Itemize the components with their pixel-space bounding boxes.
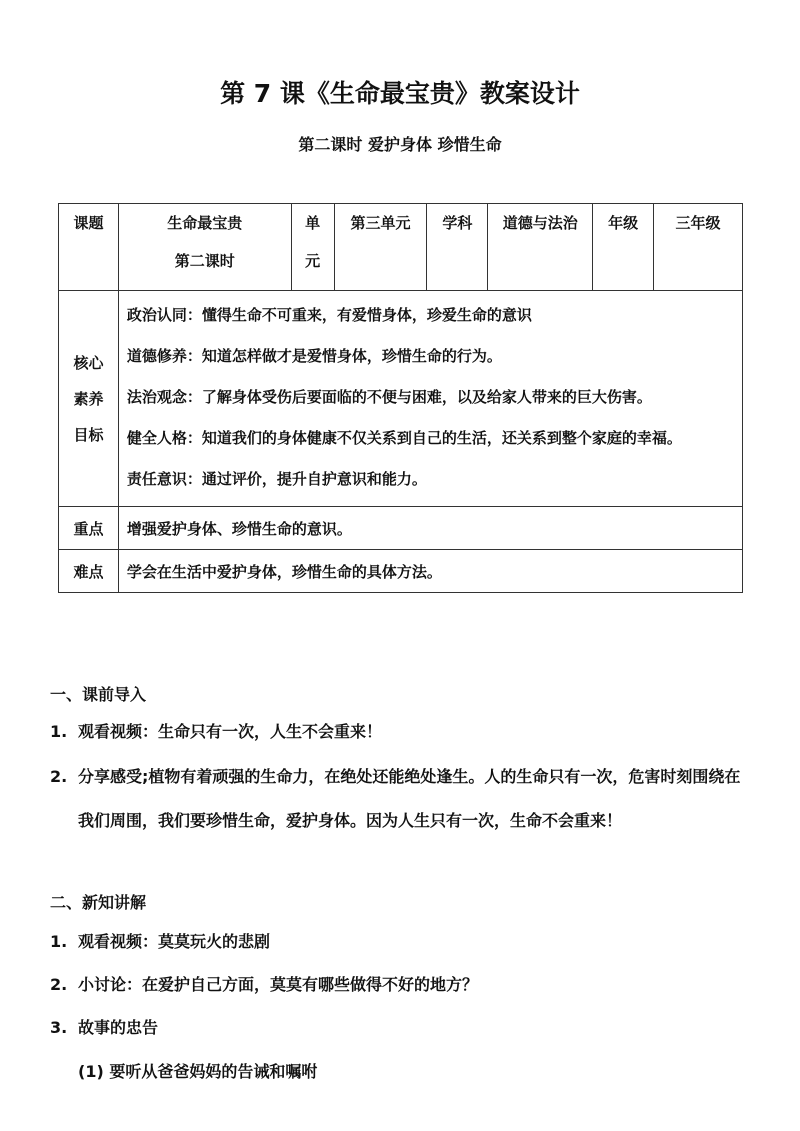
- list-item: [50, 757, 750, 843]
- item-number: 1.: [50, 932, 68, 951]
- goals-label-line-1: 核心: [73, 353, 104, 372]
- key-point-row: [59, 507, 743, 550]
- item-text: 观看视频：莫莫玩火的悲剧: [78, 932, 271, 951]
- sub-list-item: (1) 要听从爸爸妈妈的告诫和嘱咐: [78, 1062, 318, 1081]
- grade-value: 三年级: [654, 204, 743, 291]
- goal-item: 法治观念：了解身体受伤后要面临的不便与困难，以及给家人带来的巨大伤害。: [126, 388, 652, 406]
- list-item: [50, 712, 750, 752]
- topic-line-2: 第二课时: [174, 252, 235, 270]
- document-title: 第 7 课《生命最宝贵》教案设计: [220, 79, 580, 108]
- goals-label-line-2: 素养: [73, 389, 104, 408]
- section-heading-new-knowledge: 二、新知讲解: [50, 893, 147, 912]
- goal-item: 政治认同：懂得生命不可重来，有爱惜身体，珍爱生命的意识: [126, 306, 532, 324]
- item-number: 1.: [50, 722, 68, 741]
- unit-label-char-1: 单: [305, 214, 321, 232]
- item-text: 故事的忠告: [78, 1018, 159, 1037]
- item-text: 分享感受;植物有着顽强的生命力，在绝处还能绝处逢生。人的生命只有一次，危害时刻围绕在我们周围，我们要珍惜生命，爱护身体。因为人生只有一次，生命不会重来！: [78, 767, 741, 830]
- list-item: [50, 922, 750, 962]
- goal-item: 道德修养：知道怎样做才是爱惜身体，珍惜生命的行为。: [126, 347, 502, 365]
- goals-label: [59, 291, 119, 507]
- key-point-value: 增强爱护身体、珍惜生命的意识。: [118, 507, 742, 550]
- difficulty-value: 学会在生活中爱护身体，珍惜生命的具体方法。: [118, 550, 742, 593]
- lesson-info-table: [58, 203, 743, 593]
- table-header-row: [59, 204, 743, 291]
- item-number: 2.: [50, 767, 68, 786]
- unit-value: 第三单元: [334, 204, 427, 291]
- unit-label: [291, 204, 334, 291]
- difficulty-label: 难点: [59, 550, 119, 593]
- subject-label: 学科: [427, 204, 488, 291]
- difficulty-row: [59, 550, 743, 593]
- goals-row: [59, 291, 743, 507]
- item-text: 小讨论：在爱护自己方面，莫莫有哪些做得不好的地方？: [78, 975, 479, 994]
- item-number: 2.: [50, 975, 68, 994]
- item-number: 3.: [50, 1018, 68, 1037]
- goal-item: 健全人格：知道我们的身体健康不仅关系到自己的生活，还关系到整个家庭的幸福。: [126, 429, 682, 447]
- topic-line-1: 生命最宝贵: [167, 214, 243, 232]
- goals-list: [118, 291, 742, 507]
- section-heading-intro: 一、课前导入: [50, 685, 147, 704]
- topic-value: [118, 204, 291, 291]
- key-point-label: 重点: [59, 507, 119, 550]
- goals-label-line-3: 目标: [73, 425, 104, 444]
- topic-label: 课题: [59, 204, 119, 291]
- unit-label-char-2: 元: [305, 252, 321, 270]
- goal-item: 责任意识：通过评价，提升自护意识和能力。: [126, 470, 427, 488]
- item-text: 观看视频：生命只有一次，人生不会重来！: [78, 722, 383, 741]
- list-item: [50, 965, 750, 1005]
- document-subtitle: 第二课时 爱护身体 珍惜生命: [298, 135, 502, 154]
- grade-label: 年级: [593, 204, 654, 291]
- list-item: [50, 1008, 750, 1048]
- subject-value: 道德与法治: [488, 204, 593, 291]
